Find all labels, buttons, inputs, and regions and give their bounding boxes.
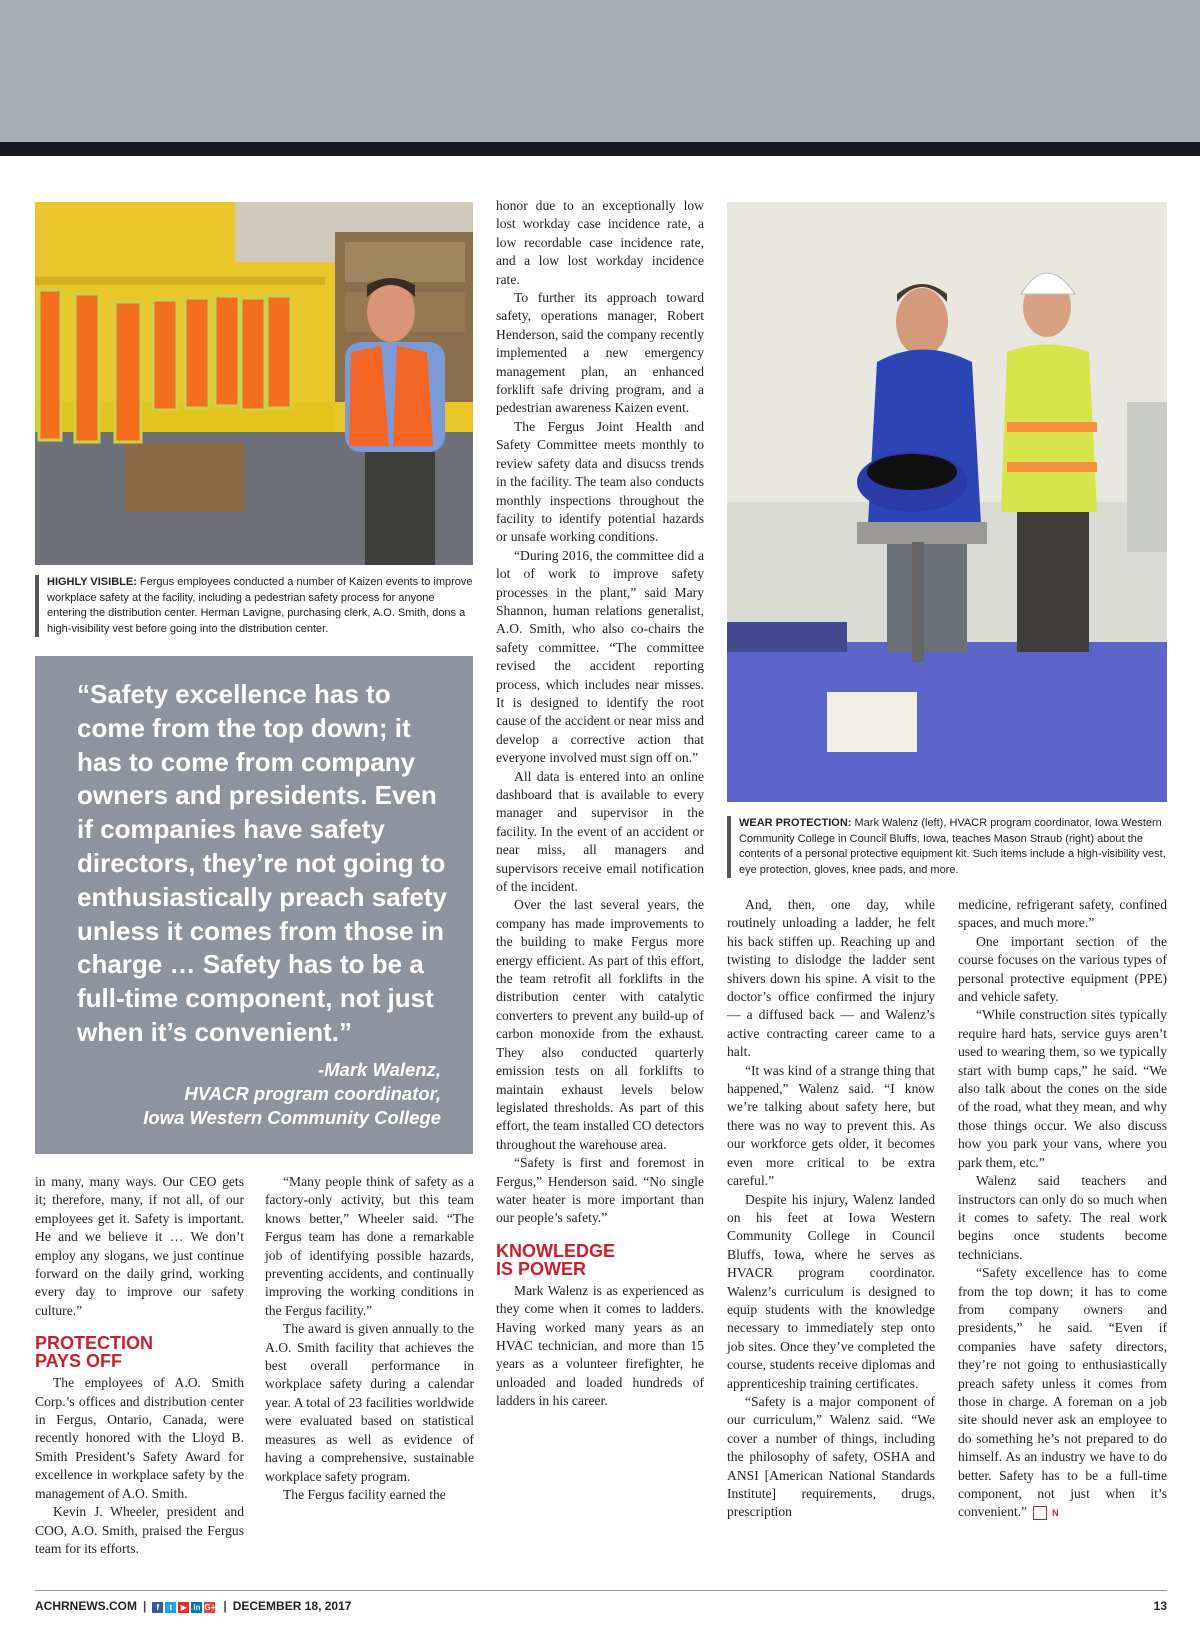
- paragraph: The Fergus Joint Health and Safety Committee meets monthly to review safety data and disucss trends in the facility. The team also conducts monthly inspections throughout the facility to identify potential hazards or unsafe working conditions.: [496, 418, 704, 545]
- heading-line: KNOWLEDGE: [496, 1240, 615, 1261]
- paragraph: in many, many ways. Our CEO gets it; therefore, many, if not all, of our employees get it. Safety is important. He and we believe it … We don’t employ any slogans, we just continue forward on the daily grind, working every day to improve our safety culture.”: [35, 1174, 244, 1318]
- paragraph: Over the last several years, the company has made improvements to the building to make Fergus more energy efficient. As part of this effort, the team retrofit all forklifts in the distribution center with catalytic converters to prevent any build-up of carbon monoxide from the exhaust. They also conducted quarterly emission tests on all forklifts to maintain exhaust levels below legislated thresholds. As part of this effort, the team installed CO detectors throughout the warehouse area.: [496, 897, 704, 1152]
- article-column-5: [958, 896, 1167, 1522]
- heading-line: IS POWER: [496, 1258, 587, 1279]
- footer-left: [35, 1599, 351, 1613]
- paragraph: honor due to an exceptionally low lost workday case incidence rate, a low recordable case incidence rate, and a low lost workday incidence rate.: [496, 198, 704, 287]
- end-mark-icon: N: [1033, 1506, 1047, 1520]
- paragraph-text: “Safety excellence has to come from the top down; it has to come from company owners and presidents,” he said. “Even if companies have safety directors, they’re not going to enthusiastically preach safety unless it comes from those in charge. A foreman on a job site should never ask an employee to do something he’s not prepared to do himself. As an industry we have to do better. Safety has to be a full-time component, not just when it’s convenient.”: [958, 1265, 1167, 1520]
- paragraph: “During 2016, the committee did a lot of work to improve safety processes in the plant,” said Mary Shannon, human relations generalist, A.O. Smith, who also co-chairs the safety committee. “The committee revised the accident reporting process, which includes near misses. It is designed to identify the root cause of the accident or near miss and develop a corrective action that everyone involved must sign off on.”: [496, 547, 704, 766]
- photo-ppe-kit: [727, 202, 1167, 802]
- article-column-2: [265, 1173, 474, 1504]
- caption-highly-visible: [35, 575, 477, 637]
- paragraph: Kevin J. Wheeler, president and COO, A.O. Smith, praised the Fergus team for its efforts.: [35, 1504, 244, 1556]
- footer-separator: |: [143, 1599, 147, 1613]
- issue-date: DECEMBER 18, 2017: [232, 1599, 352, 1613]
- paragraph: Mark Walenz is as experienced as they come when it comes to ladders. Having worked many years as an HVAC technician, and more than 15 years as a volunteer firefighter, he unloaded and loaded hundreds of ladders in his career.: [496, 1282, 704, 1409]
- attrib-name: -Mark Walenz,: [317, 1059, 441, 1080]
- article-column-1: [35, 1173, 244, 1558]
- article-column-4: [727, 896, 935, 1522]
- paragraph: The Fergus facility earned the: [283, 1486, 446, 1502]
- twitter-icon[interactable]: t: [165, 1602, 176, 1613]
- footer-separator: |: [223, 1599, 227, 1613]
- caption-text: Mark Walenz (left), HVACR program coordinator, Iowa Western Community College in Council Bluffs, Iowa, teaches Mason Straub (right) about the contents of a personal protective equipment kit. Such items include a high-visibility vest, eye protection, gloves, knee pads, and more.: [739, 817, 1166, 876]
- site-link[interactable]: ACHRNEWS.COM: [35, 1599, 137, 1613]
- header-rule: [0, 142, 1200, 156]
- heading-line: PAYS OFF: [35, 1351, 123, 1372]
- paragraph: “While construction sites typically require hard hats, service guys aren’t used to wearing them, so we typically start with bump caps,” he said. “We also talk about the cones on the side of the road, what they mean, and why those things occur. We also discuss how you park your vans, where you park them, etc.”: [958, 1007, 1167, 1170]
- paragraph: “It was kind of a strange thing that happened,” Walenz said. “I know we’re talking about safety here, but there was no way to prevent this. As our workforce gets older, it becomes even more critical to be extra careful.”: [727, 1062, 935, 1189]
- section-heading-knowledge: [496, 1242, 704, 1278]
- linkedin-icon[interactable]: in: [193, 1603, 201, 1612]
- paragraph: Despite his injury, Walenz landed on his feet at Iowa Western Community College in Council Bluffs, Iowa, where he serves as HVACR program coordinator. Walenz’s curriculum is designed to equip students with the knowledge necessary to immediately step onto job sites. Once they’ve completed the course, students receive diplomas and apprenticeship training certificates.: [727, 1191, 935, 1391]
- social-icons: [152, 1599, 217, 1613]
- paragraph: And, then, one day, while routinely unloading a ladder, he felt his back stiffen up. Reaching up and twisting to dislodge the ladder sent shivers down his spine. A visit to the doctor’s office confirmed the injury — a diffused back — and Walenz’s active contracting career came to a halt.: [727, 897, 935, 1060]
- heading-line: PROTECTION: [35, 1333, 154, 1354]
- paragraph: Walenz said teachers and instructors can only do so much when it comes to safety. The real work begins once students become technicians.: [958, 1173, 1167, 1262]
- paragraph: The employees of A.O. Smith Corp.’s offices and distribution center in Fergus, Ontario, Canada, were recently honored with the Lloyd B. Smith President’s Safety Award for excellence in workplace safety by the management of A.O. Smith.: [35, 1375, 244, 1501]
- googleplus-icon[interactable]: G+: [204, 1603, 216, 1612]
- paragraph: The award is given annually to the A.O. Smith facility that achieves the best overall performance in workplace safety during a calendar year. A total of 23 facilities worldwide were evaluated based on statistical measures as well as evidence of having a comprehensive, sustainable workplace safety program.: [265, 1321, 474, 1484]
- caption-wear-protection: [727, 816, 1171, 878]
- pull-quote: [35, 656, 473, 1154]
- paragraph: “Many people think of safety as a factory-only activity, but this team knows better,” Wheeler said. “The Fergus team has done a remarkable job of identifying possible hazards, preventing accidents, and continually improving the working conditions in the Fergus facility.”: [265, 1174, 474, 1318]
- pull-quote-text: “Safety excellence has to come from the top down; it has to come from company owners and presidents. Even if companies have safety directors, they’re not going to enthusiastically preach safety unless it comes from those in charge … Safety has to be a full-time component, not just when it’s convenient.”: [77, 679, 447, 1047]
- pull-quote-attribution: [143, 1058, 441, 1130]
- page-footer: [35, 1590, 1167, 1615]
- paragraph: To further its approach toward safety, operations manager, Robert Henderson, said the company recently implemented a new emergency management plan, an enhanced forklift safe driving program, and a pedestrian awareness Kaizen event.: [496, 290, 704, 416]
- paragraph: [958, 1264, 1167, 1522]
- attrib-title: HVACR program coordinator,: [184, 1083, 441, 1104]
- paragraph: All data is entered into an online dashboard that is available to every manager and supervisor in the facility. In the event of an accident or near miss, all managers and supervisors receive email notification of the incident.: [496, 768, 704, 895]
- facebook-icon[interactable]: f: [152, 1602, 163, 1613]
- paragraph: medicine, refrigerant safety, confined spaces, and much more.”: [958, 897, 1167, 931]
- photo-warehouse-vest: [35, 202, 473, 565]
- article-column-3: [496, 197, 704, 1411]
- section-heading-protection: [35, 1334, 244, 1370]
- caption-label: HIGHLY VISIBLE:: [47, 576, 137, 588]
- attrib-org: Iowa Western Community College: [143, 1107, 441, 1128]
- paragraph: “Safety is first and foremost in Fergus,” Henderson said. “No single water heater is more important than our people’s safety.”: [496, 1155, 704, 1226]
- header-band: [0, 0, 1200, 142]
- caption-label: WEAR PROTECTION:: [739, 817, 852, 829]
- youtube-icon[interactable]: ▶: [178, 1602, 189, 1613]
- paragraph: “Safety is a major component of our curriculum,” Walenz said. “We cover a number of things, including the philosophy of safety, OSHA and ANSI [American National Standards Institute] requirements, drugs, prescription: [727, 1393, 935, 1520]
- page-number: 13: [1153, 1599, 1167, 1613]
- paragraph: One important section of the course focuses on the various types of personal protective equipment (PPE) and vehicle safety.: [958, 933, 1167, 1005]
- caption-text: Fergus employees conducted a number of Kaizen events to improve workplace safety at the facility, including a pedestrian safety process for anyone entering the distribution center. Herman Lavigne, purchasing clerk, A.O. Smith, dons a high-visibility vest before going into the distribution center.: [47, 576, 473, 635]
